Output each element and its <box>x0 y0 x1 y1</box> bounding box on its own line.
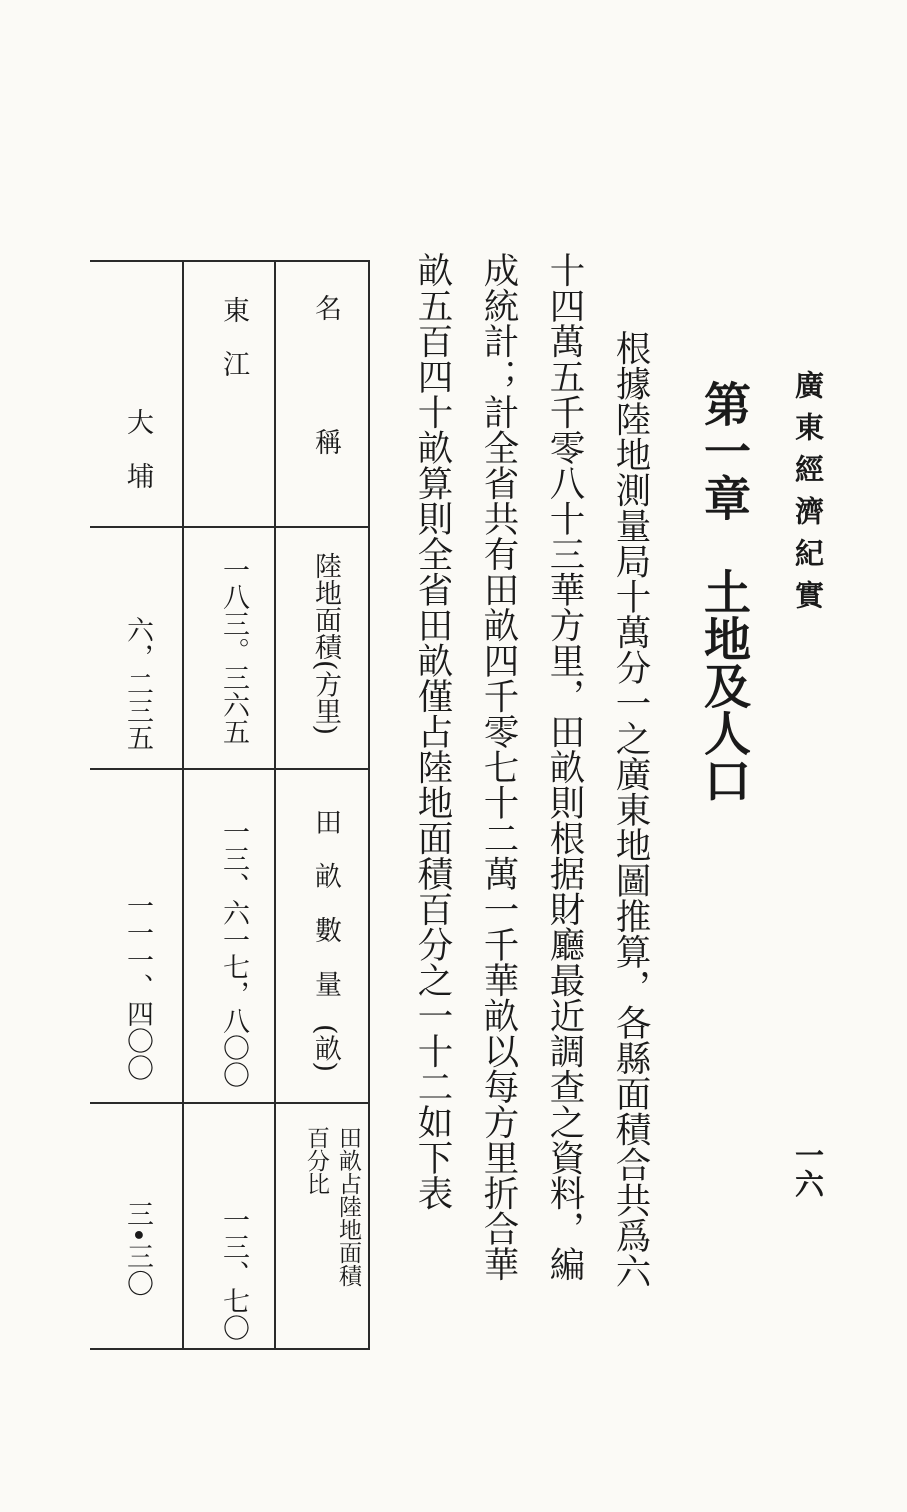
table-row-percent: 三•三〇 <box>122 1200 153 1297</box>
page-number: 一六 <box>791 1140 825 1198</box>
table-row-fields: 一一一、四〇〇 <box>122 892 153 1081</box>
book-title: 廣東經濟紀實 <box>791 370 825 622</box>
table-row-fields: 一三、六一七，八〇〇 <box>218 818 249 1088</box>
table-column-rule <box>182 260 184 1350</box>
table-row-name: 東 江 <box>218 296 249 377</box>
table-row-area: 六，二三五 <box>122 616 153 751</box>
table-section-rule <box>90 1102 370 1104</box>
table-row-name: 大 埔 <box>122 408 153 489</box>
header-name: 名 稱 <box>310 294 341 495</box>
header-percent: 田畝占陸地面積 <box>335 1126 361 1287</box>
header-fields: 田 畝 數 量 (畝) <box>310 808 341 1073</box>
table-row-percent: 一三、七〇 <box>218 1206 249 1341</box>
table-section-rule <box>90 526 370 528</box>
land-area-table <box>90 260 370 1350</box>
table-bottom-rule <box>90 1348 370 1350</box>
table-right-rule <box>368 260 370 1350</box>
table-section-rule <box>90 768 370 770</box>
table-top-rule <box>90 260 370 262</box>
paragraph-column: 成統計；計全省共有田畝四千零七十二萬一千華畝以每方里折合華 <box>478 252 519 1282</box>
chapter-title: 第一章 土地及人口 <box>696 380 751 803</box>
paragraph-column: 十四萬五千零八十三華方里，田畝則根据財廳最近調查之資料，編 <box>544 252 585 1282</box>
header-percent: 百分比 <box>303 1126 329 1195</box>
paragraph-column: 畝五百四十畝算則全省田畝僅占陸地面積百分之一十二如下表 <box>412 252 453 1211</box>
table-column-rule <box>274 260 276 1350</box>
paragraph-column: 根據陸地測量局十萬分一之廣東地圖推算，各縣面積合共爲六 <box>610 330 651 1289</box>
table-row-area: 一八三。三六五 <box>218 556 249 745</box>
header-area: 陸地面積(方里) <box>310 552 341 736</box>
